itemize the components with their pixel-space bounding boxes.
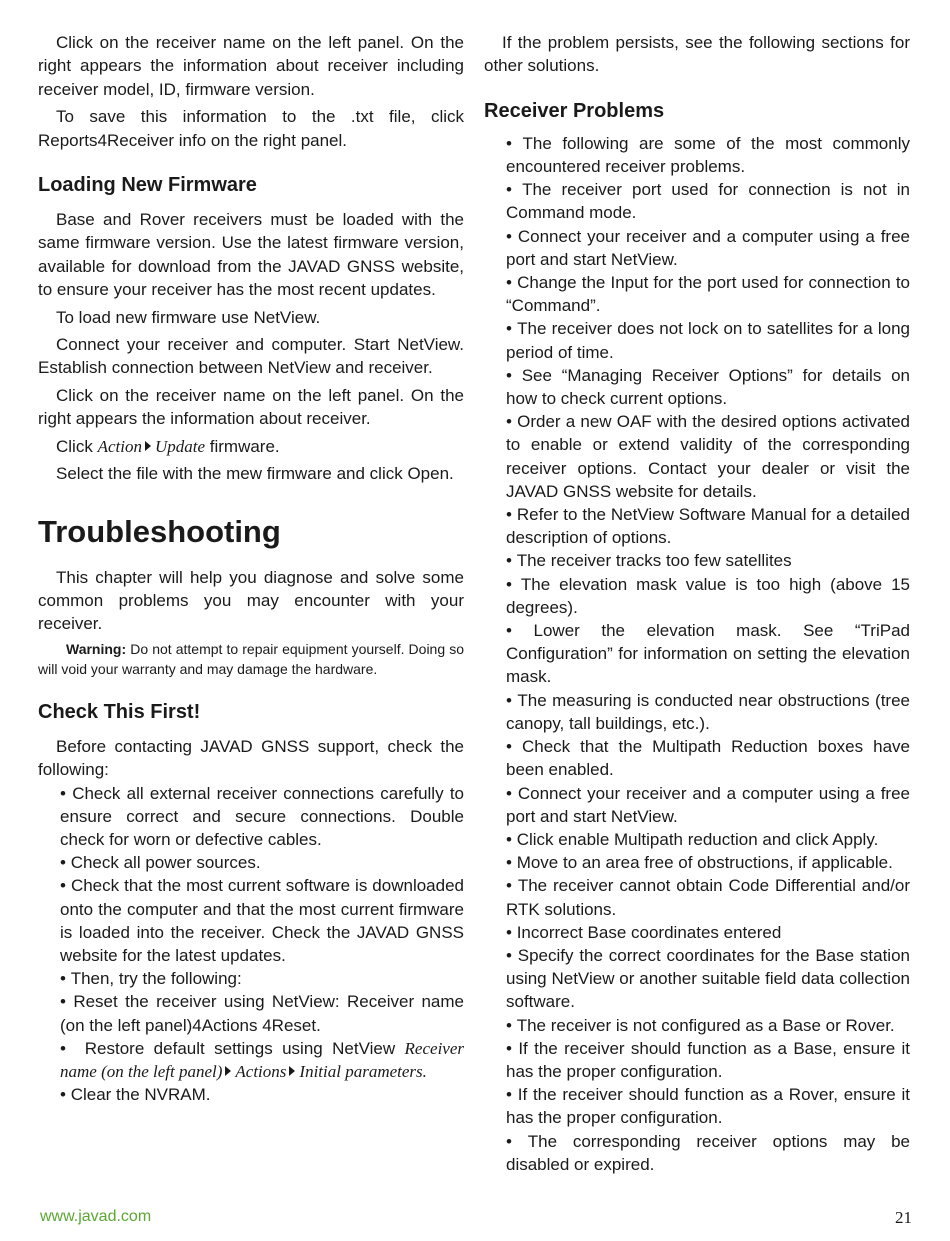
list-item: • Change the Input for the port used for connection to “Command”. [506, 271, 910, 317]
list-item: • The receiver does not lock on to satellites for a long period of time. [506, 317, 910, 363]
list-item: • Reset the receiver using NetView: Receiver name (on the left panel)4Actions 4Reset. [60, 990, 464, 1036]
list-item: • Connect your receiver and a computer using a free port and start NetView. [506, 225, 910, 271]
list-item: • If the receiver should function as a Base, ensure it has the proper configuration. [506, 1037, 910, 1083]
list-item: • Check that the most current software is downloaded onto the computer and that the most current firmware is loaded into the receiver. Check the JAVAD GNSS website for the latest updates. [60, 874, 464, 967]
list-item: • The receiver cannot obtain Code Differential and/or RTK solutions. [506, 874, 910, 920]
warning-note [38, 639, 464, 679]
list-item: • Incorrect Base coordinates entered [506, 921, 910, 944]
restore-receiver-text: Receiver name (on the left panel) [60, 1038, 464, 1081]
list-item: • Move to an area free of obstructions, if applicable. [506, 851, 910, 874]
list-item: • Clear the NVRAM. [60, 1083, 464, 1106]
list-item: • Then, try the following: [60, 967, 464, 990]
click-prefix: Click [56, 436, 93, 456]
list-item [60, 1037, 464, 1083]
list-item: • Connect your receiver and a computer using a free port and start NetView. [506, 782, 910, 828]
list-item: • Order a new OAF with the desired options activated to enable or extend validity of the corresponding receiver options. Contact your dealer or visit the JAVAD GNSS website for details. [506, 410, 910, 503]
update-menu-text: Update [154, 436, 206, 456]
click-suffix: firmware. [209, 436, 280, 456]
menu-arrow-icon [145, 441, 151, 451]
select-file-paragraph: Select the file with the mew firmware and click Open. [56, 464, 454, 484]
list-item: • Click enable Multipath reduction and click Apply. [506, 828, 910, 851]
troubleshooting-heading: Troubleshooting [38, 513, 281, 549]
list-item: • Check all power sources. [60, 851, 464, 874]
list-item: • The measuring is conducted near obstructions (tree canopy, tall buildings, etc.). [506, 689, 910, 735]
list-item: • The receiver port used for connection is not in Command mode. [506, 178, 910, 224]
list-item: • The corresponding receiver options may be disabled or expired. [506, 1130, 910, 1176]
receiver-problems-list [484, 132, 910, 1176]
list-item: • The receiver is not configured as a Base or Rover. [506, 1014, 910, 1037]
list-item: • Check that the Multipath Reduction boxes have been enabled. [506, 735, 910, 781]
warning-label: Warning: [66, 640, 127, 657]
firmware-paragraph: Base and Rover receivers must be loaded with the same firmware version. Use the latest firmware version, available for download from the JAVAD GNSS website, to ensure your receiver has the most recent updates. [38, 210, 464, 300]
website-link[interactable]: www.javad.com [40, 1208, 152, 1225]
restore-initial-text: Initial parameters. [299, 1061, 427, 1081]
left-column [38, 31, 464, 1106]
list-item: • Refer to the NetView Software Manual for a detailed description of options. [506, 503, 910, 549]
troubleshooting-intro: This chapter will help you diagnose and solve some common problems you may encounter with your receiver. [38, 567, 464, 634]
list-item: • Specify the correct coordinates for the Base station using NetView or another suitable field data collection software. [506, 944, 910, 1014]
intro-paragraph: Click on the receiver name on the left panel. On the right appears the information about receiver including receiver model, ID, firmware version. [38, 33, 464, 99]
list-item: • Lower the elevation mask. See “TriPad Configuration” for information on setting the elevation mask. [506, 619, 910, 689]
restore-actions-text: Actions [235, 1061, 287, 1081]
list-item: • The elevation mask value is too high (above 15 degrees). [506, 573, 910, 619]
action-menu-text: Action [97, 436, 142, 456]
check-list [38, 782, 464, 1107]
connect-paragraph: Connect your receiver and computer. Start NetView. Establish connection between NetView and receiver. [38, 335, 464, 378]
list-item: • The following are some of the most commonly encountered receiver problems. [506, 132, 910, 178]
persist-paragraph: If the problem persists, see the following sections for other solutions. [484, 33, 910, 76]
list-item: • If the receiver should function as a Rover, ensure it has the proper configuration. [506, 1083, 910, 1129]
receiver-problems-heading: Receiver Problems [484, 99, 665, 122]
receiver-name-paragraph: Click on the receiver name on the left panel. On the right appears the information about receiver. [38, 385, 464, 429]
right-column [484, 31, 910, 1176]
check-intro: Before contacting JAVAD GNSS support, check the following: [38, 736, 464, 780]
menu-arrow-icon [225, 1066, 231, 1076]
list-item: • The receiver tracks too few satellites [506, 549, 910, 572]
warning-text: Do not attempt to repair equipment yourself. Doing so will void your warranty and may damage the hardware. [38, 640, 464, 677]
load-firmware-paragraph: To load new firmware use NetView. [56, 307, 321, 327]
check-first-heading: Check This First! [38, 700, 201, 723]
loading-firmware-heading: Loading New Firmware [38, 174, 257, 197]
restore-prefix: Restore default settings using NetView [84, 1038, 396, 1058]
page-number: 21 [895, 1208, 912, 1227]
menu-arrow-icon [289, 1066, 295, 1076]
list-item: • Check all external receiver connections carefully to ensure correct and secure connections. Double check for worn or defective cables. [60, 782, 464, 852]
list-item: • See “Managing Receiver Options” for details on how to check current options. [506, 364, 910, 410]
save-info-paragraph: To save this information to the .txt file, click Reports4Receiver info on the right panel. [38, 107, 464, 150]
click-update-paragraph [38, 435, 464, 458]
